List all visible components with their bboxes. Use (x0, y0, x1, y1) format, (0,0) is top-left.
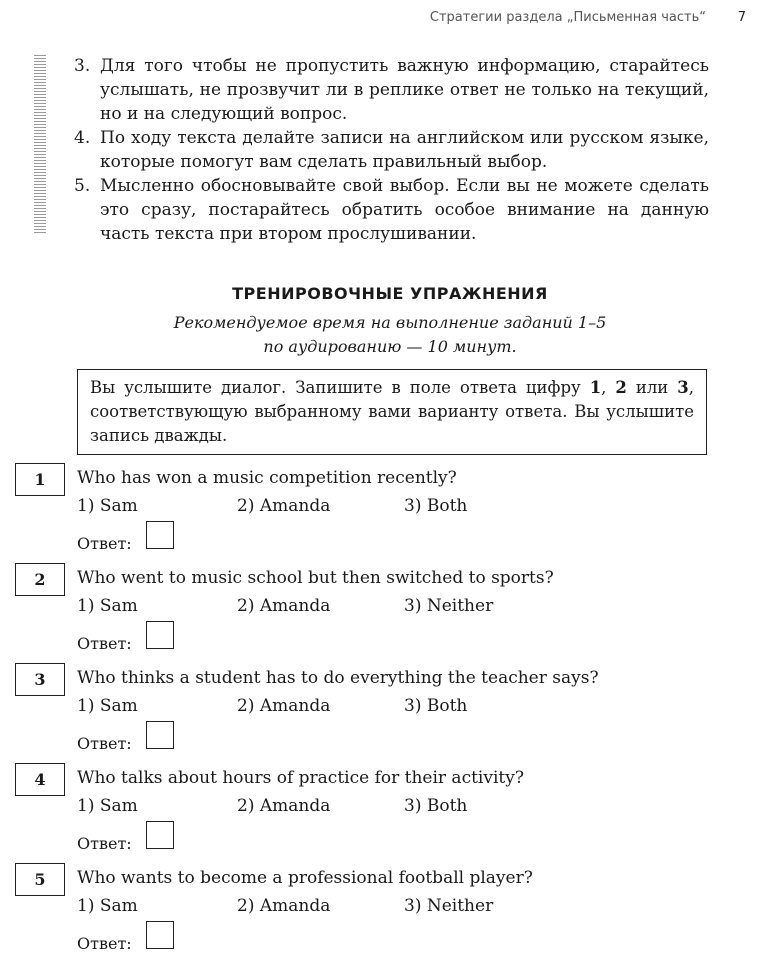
instruction-separator: или (626, 378, 678, 397)
instruction-text: Вы услышите диалог. Запишите в поле ответа цифру (90, 378, 590, 397)
answer-label: Ответ: (77, 934, 132, 953)
task-number: 4 (15, 763, 65, 796)
instruction-box (77, 369, 707, 455)
time-note-line: Рекомендуемое время на выполнение заданий 1–5 (173, 313, 607, 332)
tip-text: По ходу текста делайте записи на английском или русском языке, которые помогут вам сделать правильный выбор. (100, 128, 709, 172)
tip-text: Мысленно обосновывайте свой выбор. Если вы не можете сделать это сразу, постарайтесь обратить особое внимание на данную часть текста при втором прослушивании. (100, 176, 709, 244)
task-question: Who talks about hours of practice for their activity? (77, 768, 524, 788)
task-option: 3) Both (404, 796, 468, 816)
task-option: 1) Sam (77, 896, 138, 916)
task-3 (0, 663, 764, 759)
task-question: Who wants to become a professional football player? (77, 868, 533, 888)
tip-item (74, 174, 709, 246)
task-question: Who has won a music competition recently? (77, 468, 457, 488)
answer-label: Ответ: (77, 834, 132, 853)
answer-label: Ответ: (77, 634, 132, 653)
task-option: 2) Amanda (237, 796, 331, 816)
answer-box[interactable] (146, 721, 174, 749)
task-number: 1 (15, 463, 65, 496)
task-option: 3) Both (404, 496, 468, 516)
header-title: Стратегии раздела „Письменная часть“ (429, 10, 706, 25)
time-note-line: по аудированию — 10 минут. (263, 337, 517, 356)
task-option: 1) Sam (77, 496, 138, 516)
page-number: 7 (737, 10, 746, 25)
answer-label: Ответ: (77, 734, 132, 753)
task-number: 5 (15, 863, 65, 896)
task-5 (0, 863, 764, 959)
task-question: Who went to music school but then switched to sports? (77, 568, 554, 588)
task-option: 2) Amanda (237, 596, 331, 616)
task-option: 3) Both (404, 696, 468, 716)
running-header (0, 10, 764, 30)
section-title: ТРЕНИРОВОЧНЫЕ УПРАЖНЕНИЯ (232, 284, 548, 303)
tip-number: 4. (74, 128, 91, 148)
answer-box[interactable] (146, 821, 174, 849)
tip-number: 5. (74, 176, 91, 196)
task-question: Who thinks a student has to do everything the teacher says? (77, 668, 599, 688)
task-number: 3 (15, 663, 65, 696)
task-option: 1) Sam (77, 696, 138, 716)
answer-box[interactable] (146, 521, 174, 549)
side-marker (34, 55, 46, 233)
task-option: 3) Neither (404, 896, 494, 916)
instruction-digit: 2 (615, 378, 627, 397)
tips-list (74, 54, 709, 246)
instruction-digit: 3 (677, 378, 689, 397)
task-option: 3) Neither (404, 596, 494, 616)
task-2 (0, 563, 764, 659)
task-option: 1) Sam (77, 796, 138, 816)
instruction-digit: 1 (589, 378, 602, 397)
tip-item (74, 54, 709, 126)
task-4 (0, 763, 764, 859)
task-option: 2) Amanda (237, 896, 331, 916)
tip-text: Для того чтобы не пропустить важную информацию, старайтесь услышать, не прозвучит ли в реплике ответ не только на текущий, но и на следующий вопрос. (100, 56, 709, 124)
time-note (0, 311, 764, 359)
answer-box[interactable] (146, 921, 174, 949)
task-1 (0, 463, 764, 559)
answer-label: Ответ: (77, 534, 132, 553)
task-option: 2) Amanda (237, 696, 331, 716)
task-option: 1) Sam (77, 596, 138, 616)
task-number: 2 (15, 563, 65, 596)
tip-item (74, 126, 709, 174)
instruction-separator: , (601, 378, 616, 397)
instruction-text: , соответствующую выбранному вами варианту ответа. Вы услышите запись дважды. (90, 378, 694, 445)
answer-box[interactable] (146, 621, 174, 649)
task-option: 2) Amanda (237, 496, 331, 516)
tip-number: 3. (74, 56, 91, 76)
